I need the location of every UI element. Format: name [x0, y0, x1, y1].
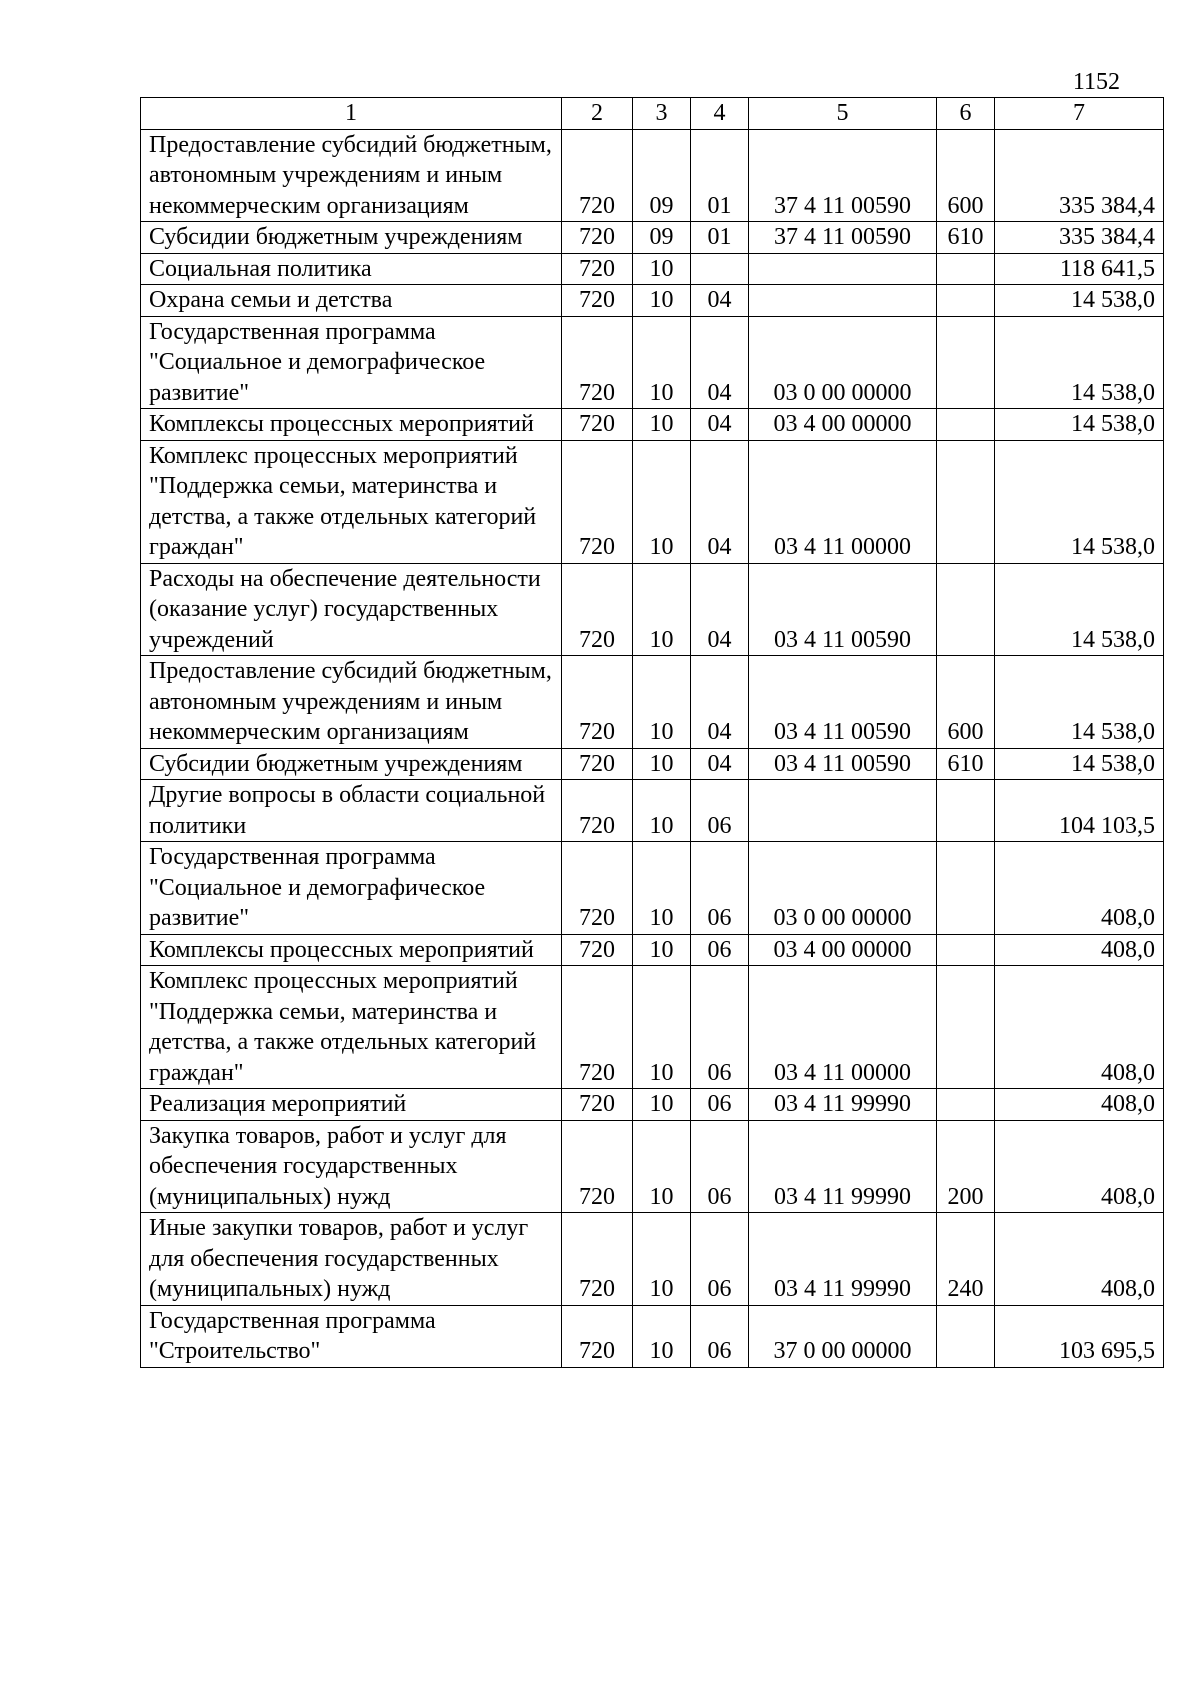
table-row	[141, 748, 1164, 780]
row-name-cell: Расходы на обеспечение деятельности (оказание услуг) государственных учреждений	[141, 563, 562, 656]
admin-code-cell: 720	[562, 409, 633, 441]
subsection-code-cell: 06	[691, 1305, 749, 1367]
table-row	[141, 409, 1164, 441]
admin-code-cell: 720	[562, 1305, 633, 1367]
target-article-cell	[749, 780, 937, 842]
expense-type-cell	[937, 1305, 995, 1367]
table-row	[141, 780, 1164, 842]
amount-cell: 335 384,4	[995, 129, 1164, 222]
admin-code-cell: 720	[562, 316, 633, 409]
target-article-cell: 03 4 11 00590	[749, 563, 937, 656]
expense-type-cell	[937, 253, 995, 285]
section-code-cell: 10	[633, 409, 691, 441]
amount-cell: 14 538,0	[995, 409, 1164, 441]
amount-cell: 408,0	[995, 1213, 1164, 1306]
expense-type-cell: 600	[937, 129, 995, 222]
expense-type-cell	[937, 780, 995, 842]
admin-code-cell: 720	[562, 780, 633, 842]
section-code-cell: 10	[633, 1213, 691, 1306]
target-article-cell	[749, 253, 937, 285]
section-code-cell: 09	[633, 129, 691, 222]
expense-type-cell: 200	[937, 1120, 995, 1213]
subsection-code-cell: 06	[691, 966, 749, 1089]
expense-type-cell: 600	[937, 656, 995, 749]
row-name-cell: Социальная политика	[141, 253, 562, 285]
admin-code-cell: 720	[562, 934, 633, 966]
column-header: 2	[562, 98, 633, 130]
section-code-cell: 10	[633, 253, 691, 285]
column-header: 5	[749, 98, 937, 130]
subsection-code-cell: 04	[691, 316, 749, 409]
column-header: 3	[633, 98, 691, 130]
table-row	[141, 285, 1164, 317]
table-row	[141, 1213, 1164, 1306]
amount-cell: 408,0	[995, 842, 1164, 935]
table-row	[141, 563, 1164, 656]
section-code-cell: 10	[633, 656, 691, 749]
amount-cell: 408,0	[995, 934, 1164, 966]
admin-code-cell: 720	[562, 1120, 633, 1213]
expense-type-cell	[937, 563, 995, 656]
amount-cell: 14 538,0	[995, 316, 1164, 409]
table-row	[141, 966, 1164, 1089]
table-row	[141, 656, 1164, 749]
row-name-cell: Комплексы процессных мероприятий	[141, 409, 562, 441]
subsection-code-cell: 01	[691, 129, 749, 222]
table-row	[141, 934, 1164, 966]
row-name-cell: Комплекс процессных мероприятий "Поддержка семьи, материнства и детства, а также отдельных категорий граждан"	[141, 440, 562, 563]
row-name-cell: Субсидии бюджетным учреждениям	[141, 222, 562, 254]
section-code-cell: 09	[633, 222, 691, 254]
subsection-code-cell: 06	[691, 842, 749, 935]
target-article-cell: 03 4 11 99990	[749, 1120, 937, 1213]
amount-cell: 14 538,0	[995, 563, 1164, 656]
expense-type-cell	[937, 1089, 995, 1121]
admin-code-cell: 720	[562, 222, 633, 254]
row-name-cell: Государственная программа "Социальное и демографическое развитие"	[141, 842, 562, 935]
header-row	[141, 98, 1164, 130]
expense-type-cell	[937, 285, 995, 317]
amount-cell: 335 384,4	[995, 222, 1164, 254]
row-name-cell: Предоставление субсидий бюджетным, автономным учреждениям и иным некоммерческим организациям	[141, 129, 562, 222]
row-name-cell: Другие вопросы в области социальной политики	[141, 780, 562, 842]
table-row	[141, 440, 1164, 563]
section-code-cell: 10	[633, 842, 691, 935]
expense-type-cell: 610	[937, 222, 995, 254]
expense-type-cell	[937, 842, 995, 935]
page-number: 1152	[1072, 69, 1120, 95]
amount-cell: 104 103,5	[995, 780, 1164, 842]
admin-code-cell: 720	[562, 656, 633, 749]
amount-cell: 14 538,0	[995, 656, 1164, 749]
section-code-cell: 10	[633, 316, 691, 409]
amount-cell: 408,0	[995, 1120, 1164, 1213]
amount-cell: 408,0	[995, 1089, 1164, 1121]
admin-code-cell: 720	[562, 285, 633, 317]
amount-cell: 14 538,0	[995, 440, 1164, 563]
row-name-cell: Комплексы процессных мероприятий	[141, 934, 562, 966]
target-article-cell	[749, 285, 937, 317]
table-row	[141, 1305, 1164, 1367]
subsection-code-cell: 06	[691, 780, 749, 842]
target-article-cell: 03 4 00 00000	[749, 409, 937, 441]
amount-cell: 408,0	[995, 966, 1164, 1089]
admin-code-cell: 720	[562, 440, 633, 563]
subsection-code-cell: 06	[691, 1120, 749, 1213]
subsection-code-cell: 04	[691, 656, 749, 749]
subsection-code-cell: 01	[691, 222, 749, 254]
section-code-cell: 10	[633, 748, 691, 780]
subsection-code-cell: 04	[691, 285, 749, 317]
section-code-cell: 10	[633, 563, 691, 656]
target-article-cell: 37 4 11 00590	[749, 129, 937, 222]
section-code-cell: 10	[633, 285, 691, 317]
target-article-cell: 03 4 11 00590	[749, 748, 937, 780]
target-article-cell: 03 0 00 00000	[749, 316, 937, 409]
row-name-cell: Охрана семьи и детства	[141, 285, 562, 317]
admin-code-cell: 720	[562, 748, 633, 780]
row-name-cell: Субсидии бюджетным учреждениям	[141, 748, 562, 780]
expense-type-cell: 240	[937, 1213, 995, 1306]
row-name-cell: Иные закупки товаров, работ и услуг для обеспечения государственных (муниципальных) нужд	[141, 1213, 562, 1306]
expense-type-cell	[937, 934, 995, 966]
target-article-cell: 03 4 11 00000	[749, 966, 937, 1089]
admin-code-cell: 720	[562, 253, 633, 285]
row-name-cell: Государственная программа "Социальное и демографическое развитие"	[141, 316, 562, 409]
section-code-cell: 10	[633, 780, 691, 842]
section-code-cell: 10	[633, 934, 691, 966]
amount-cell: 103 695,5	[995, 1305, 1164, 1367]
target-article-cell: 37 0 00 00000	[749, 1305, 937, 1367]
row-name-cell: Комплекс процессных мероприятий "Поддержка семьи, материнства и детства, а также отдельных категорий граждан"	[141, 966, 562, 1089]
target-article-cell: 03 4 11 99990	[749, 1213, 937, 1306]
table-row	[141, 222, 1164, 254]
row-name-cell: Закупка товаров, работ и услуг для обеспечения государственных (муниципальных) нужд	[141, 1120, 562, 1213]
target-article-cell: 03 4 00 00000	[749, 934, 937, 966]
row-name-cell: Предоставление субсидий бюджетным, автономным учреждениям и иным некоммерческим организациям	[141, 656, 562, 749]
subsection-code-cell: 04	[691, 440, 749, 563]
table-row	[141, 253, 1164, 285]
expense-type-cell	[937, 966, 995, 1089]
subsection-code-cell: 06	[691, 934, 749, 966]
row-name-cell: Государственная программа "Строительство"	[141, 1305, 562, 1367]
row-name-cell: Реализация мероприятий	[141, 1089, 562, 1121]
subsection-code-cell: 04	[691, 409, 749, 441]
target-article-cell: 03 0 00 00000	[749, 842, 937, 935]
expense-type-cell	[937, 409, 995, 441]
section-code-cell: 10	[633, 1305, 691, 1367]
column-header: 4	[691, 98, 749, 130]
section-code-cell: 10	[633, 440, 691, 563]
column-header: 6	[937, 98, 995, 130]
table-row	[141, 1089, 1164, 1121]
admin-code-cell: 720	[562, 966, 633, 1089]
amount-cell: 14 538,0	[995, 285, 1164, 317]
column-header: 1	[141, 98, 562, 130]
admin-code-cell: 720	[562, 563, 633, 656]
target-article-cell: 37 4 11 00590	[749, 222, 937, 254]
subsection-code-cell: 04	[691, 563, 749, 656]
table-row	[141, 1120, 1164, 1213]
target-article-cell: 03 4 11 99990	[749, 1089, 937, 1121]
column-header: 7	[995, 98, 1164, 130]
budget-table	[140, 97, 1164, 1368]
section-code-cell: 10	[633, 966, 691, 1089]
section-code-cell: 10	[633, 1089, 691, 1121]
admin-code-cell: 720	[562, 129, 633, 222]
table-row	[141, 129, 1164, 222]
section-code-cell: 10	[633, 1120, 691, 1213]
expense-type-cell	[937, 440, 995, 563]
table-body	[141, 129, 1164, 1367]
subsection-code-cell	[691, 253, 749, 285]
amount-cell: 118 641,5	[995, 253, 1164, 285]
subsection-code-cell: 06	[691, 1089, 749, 1121]
table-row	[141, 842, 1164, 935]
subsection-code-cell: 04	[691, 748, 749, 780]
target-article-cell: 03 4 11 00000	[749, 440, 937, 563]
admin-code-cell: 720	[562, 1089, 633, 1121]
target-article-cell: 03 4 11 00590	[749, 656, 937, 749]
amount-cell: 14 538,0	[995, 748, 1164, 780]
subsection-code-cell: 06	[691, 1213, 749, 1306]
admin-code-cell: 720	[562, 842, 633, 935]
admin-code-cell: 720	[562, 1213, 633, 1306]
expense-type-cell: 610	[937, 748, 995, 780]
expense-type-cell	[937, 316, 995, 409]
table-row	[141, 316, 1164, 409]
